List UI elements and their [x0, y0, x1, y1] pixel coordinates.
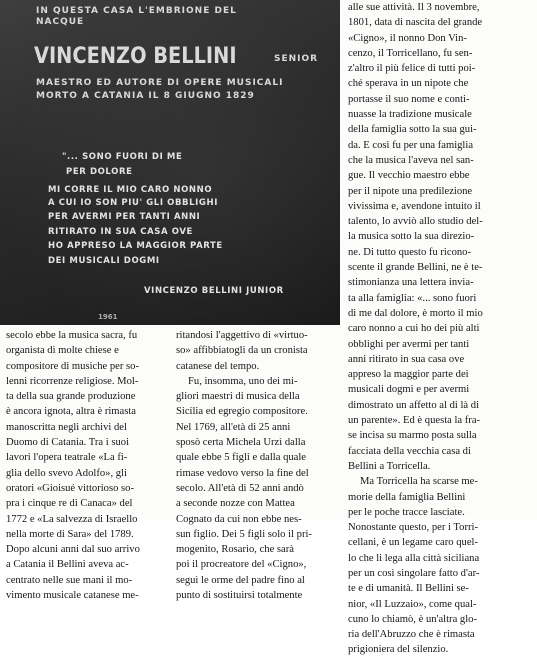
article-line: se incisa su marmo posta sulla — [348, 430, 477, 442]
article-line: Nonostante questo, per i Torri- — [348, 522, 478, 534]
plaque-heading — [28, 2, 333, 102]
article-line: mogenito, Rosario, che sarà — [176, 544, 294, 556]
article-line: Dopo alcuni anni dal suo arrivo — [6, 544, 140, 556]
article-line: a seconde nozze con Mattea — [176, 498, 295, 510]
article-line: pra i cinque re di Canaca» del — [6, 498, 133, 510]
article-line: scente il grande Bellini, ne è te- — [348, 262, 483, 274]
article-line: cenzo, il Torricellano, fu sen- — [348, 47, 473, 59]
article-line: che la musica l'aveva nel san- — [348, 154, 474, 166]
article-line: oratori «Gioisué vittorioso so- — [6, 482, 134, 494]
article-line: ta della sua grande produzione — [6, 391, 136, 403]
plaque-name: VINCENZO BELLINI — [34, 44, 237, 69]
plaque-quote-line: MI CORRE IL MIO CARO NONNO — [48, 185, 213, 195]
article-line: cellani, è un legame caro quel- — [348, 537, 479, 549]
plaque-line-2: NACQUE — [36, 17, 85, 27]
article-line: ne. Di tutto questo fu ricono- — [348, 246, 471, 258]
article-line: glia dello svevo Adolfo», gli — [6, 467, 127, 479]
article-line: per le poche tracce lasciate. — [348, 506, 465, 518]
article-line: dimostrato un affetto al di là di — [348, 399, 480, 411]
article-line: anni ritirato in sua casa ove — [348, 353, 465, 365]
article-line: stimonianza una lettera invia- — [348, 277, 474, 289]
article-line: sposò certa Michela Urzì dalla — [176, 437, 306, 449]
plaque-quote-line: PER DOLORE — [66, 167, 133, 177]
article-line: Bellini a Torricella. — [348, 460, 431, 472]
plaque-photo — [0, 0, 340, 325]
article-line: catanese del tempo. — [176, 360, 260, 372]
article-line: 1772 e «La salvezza di Israello — [6, 513, 138, 525]
article-line: Nel 1769, all'età di 25 anni — [176, 421, 291, 433]
article-line: sun figlio. Dei 5 figli solo il pri- — [176, 528, 312, 540]
plaque-quote-line: DEI MUSICALI DOGMI — [48, 256, 160, 266]
article-line: organista di molte chiese e — [6, 345, 119, 357]
plaque-quote-line: "... SONO FUORI DI ME — [62, 152, 183, 162]
article-line: un parente». Ed è questa la fra- — [348, 415, 481, 427]
photo-mark: 1961 — [98, 313, 118, 321]
article-line: manoscritta negli archivi del — [6, 421, 127, 433]
article-column-left — [6, 328, 168, 603]
plaque-quote — [44, 140, 332, 308]
article-line: vivissima e, avendone intuito il — [348, 200, 481, 212]
article-line: secolo. All'età di 52 anni andò — [176, 482, 304, 494]
article-line: per il nipote una predilezione — [348, 185, 473, 197]
article-line: ché sperava in un nipote che — [348, 78, 469, 90]
article-line: seguì le orme del padre fino al — [176, 574, 305, 586]
article-line: ritandosi l'aggettivo di «virtuo- — [176, 330, 308, 341]
article-line: nior, «Il Luzzaio», come qual- — [348, 598, 477, 610]
article-line: lo che li lega alla città siciliana — [348, 552, 480, 564]
article-line: poi il procreatore del «Cigno», — [176, 559, 307, 571]
article-line: z'altro il più felice di tutti poi- — [348, 63, 476, 75]
article-line: Fu, insomma, uno dei mi- — [188, 375, 298, 387]
plaque-quote-line: PER AVERMI PER TANTI ANNI — [48, 212, 201, 222]
article-line: da. E così fu per una famiglia — [348, 139, 474, 151]
article-line: punto di sostituirsi totalmente — [176, 590, 303, 602]
article-line: te e di umanità. Il Bellini se- — [348, 583, 469, 595]
article-line: so» affibbiatogli da un cronista — [176, 345, 308, 357]
article-line: Sicilia ed egregio compositore. — [176, 406, 308, 418]
article-line: Ma Torricella ha scarse me- — [360, 476, 478, 488]
plaque-line-4: MAESTRO ED AUTORE DI OPERE MUSICALI — [36, 78, 284, 88]
article-line: musicali dogmi e per avermi — [348, 384, 470, 396]
article-line: «Cigno», il nonno Don Vin- — [348, 32, 467, 44]
article-line: della famiglia sotto la sua gui- — [348, 124, 477, 136]
plaque-quote-line: HO APPRESO LA MAGGIOR PARTE — [48, 241, 223, 251]
article-column-middle — [176, 328, 338, 603]
article-line: prigioniera del silenzio. — [348, 644, 449, 656]
article-column-right — [348, 0, 535, 658]
article-line: gue. Il vecchio maestro ebbe — [348, 170, 470, 182]
article-line: compositore di musiche per so- — [6, 360, 139, 372]
article-line: caro nonno a cui ho dei più alti — [348, 323, 480, 335]
article-line: ria dell'Abruzzo che è rimasta — [348, 629, 475, 641]
plaque-quote-line: A CUI IO SON PIU' GLI OBBLIGHI — [48, 198, 218, 208]
article-line: portasse il suo nome e conti- — [348, 93, 470, 105]
article-line: rimase vedovo verso la fine del — [176, 467, 309, 479]
article-line: la musica sotto la sua direzio- — [348, 231, 475, 243]
article-line: Cognato da cui non ebbe nes- — [176, 513, 302, 525]
article-line: obblighi per avermi per tanti — [348, 338, 470, 350]
article-line: alle sue attività. Il 3 novembre, — [348, 2, 480, 13]
article-line: talento, lo avviò allo studio del- — [348, 216, 483, 228]
article-line: nuasse la tradizione musicale — [348, 109, 472, 121]
plaque-line-1: IN QUESTA CASA L'EMBRIONE DEL — [36, 6, 237, 16]
article-line: gliori maestri di musica della — [176, 391, 300, 403]
article-line: lavori l'opera teatrale «La fi- — [6, 452, 128, 464]
article-line: centrato nelle sue mani il mo- — [6, 574, 133, 586]
article-line: lenni ricorrenze religiose. Mol- — [6, 375, 139, 387]
article-line: ta alla famiglia: «... sono fuori — [348, 292, 477, 304]
article-line: di me dal dolore, è morto il mio — [348, 307, 483, 319]
article-line: facciata della vecchia casa di — [348, 445, 471, 457]
plaque-line-5: MORTO A CATANIA IL 8 GIUGNO 1829 — [36, 91, 255, 101]
article-line: a Catania il Bellini aveva ac- — [6, 559, 129, 571]
article-line: vimento musicale catanese me- — [6, 590, 139, 602]
plaque-quote-line: RITIRATO IN SUA CASA OVE — [48, 227, 193, 237]
plaque-name-suffix: SENIOR — [274, 54, 319, 64]
article-line: è ancora ignota, altra è rimasta — [6, 406, 137, 418]
article-line: 1801, data di nascita del grande — [348, 17, 483, 29]
article-line: per un così singolare fatto d'ar- — [348, 567, 480, 579]
article-line: appreso la maggior parte dei — [348, 369, 469, 381]
article-line: Duomo di Catania. Tra i suoi — [6, 437, 130, 449]
article-line: secolo ebbe la musica sacra, fu — [6, 330, 138, 341]
article-line: quale ebbe 5 figli e dalla quale — [176, 452, 307, 464]
article-line: morie della famiglia Bellini — [348, 491, 466, 503]
plaque-quote-line: VINCENZO BELLINI JUNIOR — [144, 286, 284, 296]
article-line: cuno lo chiamò, è un'altra glo- — [348, 613, 477, 625]
article-line: nella morte di Sara» del 1789. — [6, 528, 134, 540]
